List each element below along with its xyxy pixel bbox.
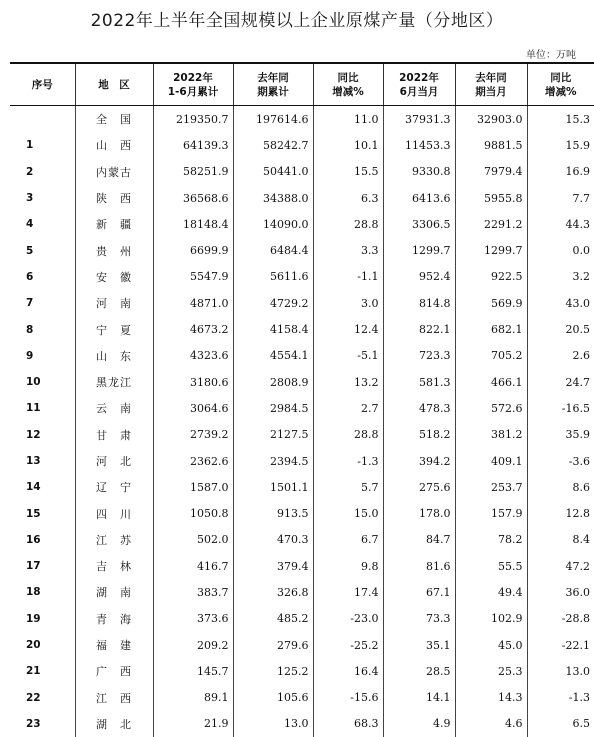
cell-index: 3 bbox=[10, 185, 75, 211]
cell-ytd-2022: 502.0 bbox=[153, 527, 233, 553]
cell-ytd-2022: 89.1 bbox=[153, 685, 233, 711]
cell-ytd-prev: 485.2 bbox=[233, 606, 313, 632]
header-ytd-2022-line2: 1-6月累计 bbox=[156, 85, 231, 99]
cell-month-2022: 67.1 bbox=[383, 579, 455, 605]
cell-month-change: 7.7 bbox=[527, 185, 594, 211]
cell-month-change: 24.7 bbox=[527, 369, 594, 395]
cell-ytd-2022: 3180.6 bbox=[153, 369, 233, 395]
page-title: 2022年上半年全国规模以上企业原煤产量（分地区） bbox=[0, 6, 594, 31]
header-month-2022-line1: 2022年 bbox=[386, 71, 453, 85]
cell-ytd-change: 6.7 bbox=[313, 527, 383, 553]
cell-month-prev: 572.6 bbox=[455, 395, 527, 421]
cell-month-2022: 723.3 bbox=[383, 343, 455, 369]
cell-ytd-change: 16.4 bbox=[313, 658, 383, 684]
cell-region: 贵 州 bbox=[75, 237, 153, 263]
cell-ytd-change: 15.0 bbox=[313, 500, 383, 526]
header-month-prev-line1: 去年同 bbox=[458, 71, 525, 85]
cell-month-prev: 14.3 bbox=[455, 685, 527, 711]
cell-region: 陕 西 bbox=[75, 185, 153, 211]
header-month-change-line2: 增减% bbox=[530, 85, 593, 99]
cell-ytd-change: 28.8 bbox=[313, 422, 383, 448]
cell-month-2022: 14.1 bbox=[383, 685, 455, 711]
cell-month-2022: 394.2 bbox=[383, 448, 455, 474]
table-body bbox=[10, 106, 594, 737]
cell-month-2022: 4.9 bbox=[383, 711, 455, 737]
cell-index bbox=[10, 106, 75, 133]
cell-ytd-change: 12.4 bbox=[313, 316, 383, 342]
cell-ytd-change: 5.7 bbox=[313, 474, 383, 500]
cell-region: 宁 夏 bbox=[75, 316, 153, 342]
cell-region: 甘 肃 bbox=[75, 422, 153, 448]
cell-month-change: -22.1 bbox=[527, 632, 594, 658]
unit-label: 单位：万吨 bbox=[526, 46, 576, 61]
header-ytd-change bbox=[313, 63, 383, 106]
header-month-2022-line2: 6月当月 bbox=[386, 85, 453, 99]
cell-month-2022: 11453.3 bbox=[383, 132, 455, 158]
header-region bbox=[75, 63, 153, 106]
cell-ytd-prev: 5611.6 bbox=[233, 264, 313, 290]
cell-region: 山 西 bbox=[75, 132, 153, 158]
header-ytd-2022-line1: 2022年 bbox=[156, 71, 231, 85]
cell-ytd-2022: 6699.9 bbox=[153, 237, 233, 263]
cell-region: 福 建 bbox=[75, 632, 153, 658]
table-row bbox=[10, 474, 594, 500]
cell-ytd-2022: 58251.9 bbox=[153, 159, 233, 185]
cell-month-2022: 81.6 bbox=[383, 553, 455, 579]
cell-ytd-change: -25.2 bbox=[313, 632, 383, 658]
cell-month-2022: 814.8 bbox=[383, 290, 455, 316]
cell-ytd-prev: 105.6 bbox=[233, 685, 313, 711]
cell-month-change: 43.0 bbox=[527, 290, 594, 316]
cell-index: 1 bbox=[10, 132, 75, 158]
cell-month-prev: 7979.4 bbox=[455, 159, 527, 185]
table-row bbox=[10, 448, 594, 474]
cell-month-prev: 102.9 bbox=[455, 606, 527, 632]
table-row bbox=[10, 500, 594, 526]
cell-ytd-prev: 125.2 bbox=[233, 658, 313, 684]
cell-index: 4 bbox=[10, 211, 75, 237]
cell-month-prev: 55.5 bbox=[455, 553, 527, 579]
cell-month-prev: 45.0 bbox=[455, 632, 527, 658]
cell-ytd-change: 11.0 bbox=[313, 106, 383, 133]
table-row bbox=[10, 106, 594, 133]
cell-ytd-2022: 5547.9 bbox=[153, 264, 233, 290]
cell-index: 9 bbox=[10, 343, 75, 369]
cell-month-prev: 381.2 bbox=[455, 422, 527, 448]
coal-production-table bbox=[10, 62, 594, 737]
cell-month-change: -28.8 bbox=[527, 606, 594, 632]
cell-index: 6 bbox=[10, 264, 75, 290]
cell-month-prev: 4.6 bbox=[455, 711, 527, 737]
cell-month-prev: 253.7 bbox=[455, 474, 527, 500]
cell-region: 辽 宁 bbox=[75, 474, 153, 500]
cell-ytd-prev: 913.5 bbox=[233, 500, 313, 526]
cell-region: 青 海 bbox=[75, 606, 153, 632]
cell-month-2022: 952.4 bbox=[383, 264, 455, 290]
cell-month-change: 3.2 bbox=[527, 264, 594, 290]
cell-month-2022: 6413.6 bbox=[383, 185, 455, 211]
cell-month-change: 15.3 bbox=[527, 106, 594, 133]
cell-ytd-prev: 13.0 bbox=[233, 711, 313, 737]
header-index-line1: 序号 bbox=[12, 78, 73, 92]
table-row bbox=[10, 579, 594, 605]
cell-month-2022: 275.6 bbox=[383, 474, 455, 500]
cell-index: 20 bbox=[10, 632, 75, 658]
cell-ytd-change: -5.1 bbox=[313, 343, 383, 369]
header-ytd-prev-line1: 去年同 bbox=[236, 71, 311, 85]
header-ytd-prev bbox=[233, 63, 313, 106]
cell-month-change: 12.8 bbox=[527, 500, 594, 526]
cell-region: 江 西 bbox=[75, 685, 153, 711]
cell-ytd-change: 15.5 bbox=[313, 159, 383, 185]
table-row bbox=[10, 211, 594, 237]
header-index bbox=[10, 63, 75, 106]
cell-month-prev: 5955.8 bbox=[455, 185, 527, 211]
cell-ytd-change: 10.1 bbox=[313, 132, 383, 158]
cell-month-prev: 409.1 bbox=[455, 448, 527, 474]
cell-ytd-2022: 1050.8 bbox=[153, 500, 233, 526]
table-row bbox=[10, 527, 594, 553]
table-row bbox=[10, 685, 594, 711]
cell-month-prev: 32903.0 bbox=[455, 106, 527, 133]
cell-month-2022: 178.0 bbox=[383, 500, 455, 526]
cell-month-change: -3.6 bbox=[527, 448, 594, 474]
table-row bbox=[10, 290, 594, 316]
table-row bbox=[10, 632, 594, 658]
header-ytd-prev-line2: 期累计 bbox=[236, 85, 311, 99]
table-row bbox=[10, 711, 594, 737]
cell-month-change: 44.3 bbox=[527, 211, 594, 237]
cell-ytd-prev: 279.6 bbox=[233, 632, 313, 658]
cell-month-change: 2.6 bbox=[527, 343, 594, 369]
cell-ytd-2022: 416.7 bbox=[153, 553, 233, 579]
cell-region: 黑龙江 bbox=[75, 369, 153, 395]
cell-index: 21 bbox=[10, 658, 75, 684]
cell-month-change: 15.9 bbox=[527, 132, 594, 158]
cell-ytd-change: 9.8 bbox=[313, 553, 383, 579]
cell-month-2022: 1299.7 bbox=[383, 237, 455, 263]
table-row bbox=[10, 422, 594, 448]
cell-month-prev: 466.1 bbox=[455, 369, 527, 395]
cell-region: 云 南 bbox=[75, 395, 153, 421]
cell-region: 内蒙古 bbox=[75, 159, 153, 185]
cell-ytd-prev: 379.4 bbox=[233, 553, 313, 579]
cell-ytd-prev: 50441.0 bbox=[233, 159, 313, 185]
cell-ytd-2022: 4871.0 bbox=[153, 290, 233, 316]
cell-ytd-change: 2.7 bbox=[313, 395, 383, 421]
cell-month-prev: 25.3 bbox=[455, 658, 527, 684]
header-ytd-change-line1: 同比 bbox=[316, 71, 381, 85]
cell-month-change: 47.2 bbox=[527, 553, 594, 579]
cell-month-2022: 35.1 bbox=[383, 632, 455, 658]
cell-ytd-2022: 36568.6 bbox=[153, 185, 233, 211]
cell-ytd-2022: 1587.0 bbox=[153, 474, 233, 500]
cell-ytd-2022: 64139.3 bbox=[153, 132, 233, 158]
cell-ytd-2022: 209.2 bbox=[153, 632, 233, 658]
cell-month-change: 8.6 bbox=[527, 474, 594, 500]
cell-month-2022: 84.7 bbox=[383, 527, 455, 553]
cell-ytd-prev: 2808.9 bbox=[233, 369, 313, 395]
header-ytd-change-line2: 增减% bbox=[316, 85, 381, 99]
cell-region: 安 徽 bbox=[75, 264, 153, 290]
cell-region: 河 北 bbox=[75, 448, 153, 474]
cell-ytd-prev: 1501.1 bbox=[233, 474, 313, 500]
cell-ytd-2022: 4673.2 bbox=[153, 316, 233, 342]
header-region-line1: 地 区 bbox=[78, 78, 151, 92]
cell-region: 全 国 bbox=[75, 106, 153, 133]
cell-month-2022: 518.2 bbox=[383, 422, 455, 448]
cell-region: 山 东 bbox=[75, 343, 153, 369]
header-ytd-2022 bbox=[153, 63, 233, 106]
cell-ytd-prev: 326.8 bbox=[233, 579, 313, 605]
cell-index: 13 bbox=[10, 448, 75, 474]
cell-index: 22 bbox=[10, 685, 75, 711]
cell-ytd-change: -1.1 bbox=[313, 264, 383, 290]
table-row bbox=[10, 553, 594, 579]
cell-region: 新 疆 bbox=[75, 211, 153, 237]
header-month-2022 bbox=[383, 63, 455, 106]
cell-region: 湖 南 bbox=[75, 579, 153, 605]
cell-month-prev: 1299.7 bbox=[455, 237, 527, 263]
cell-month-prev: 682.1 bbox=[455, 316, 527, 342]
cell-index: 17 bbox=[10, 553, 75, 579]
cell-ytd-prev: 470.3 bbox=[233, 527, 313, 553]
cell-ytd-change: 6.3 bbox=[313, 185, 383, 211]
cell-month-change: -1.3 bbox=[527, 685, 594, 711]
table-row bbox=[10, 316, 594, 342]
cell-ytd-2022: 4323.6 bbox=[153, 343, 233, 369]
table-row bbox=[10, 159, 594, 185]
cell-region: 河 南 bbox=[75, 290, 153, 316]
cell-index: 18 bbox=[10, 579, 75, 605]
cell-index: 15 bbox=[10, 500, 75, 526]
cell-ytd-change: 3.3 bbox=[313, 237, 383, 263]
cell-region: 湖 北 bbox=[75, 711, 153, 737]
cell-month-change: 0.0 bbox=[527, 237, 594, 263]
cell-index: 10 bbox=[10, 369, 75, 395]
cell-month-change: -16.5 bbox=[527, 395, 594, 421]
cell-month-change: 6.5 bbox=[527, 711, 594, 737]
cell-month-change: 20.5 bbox=[527, 316, 594, 342]
cell-ytd-change: 68.3 bbox=[313, 711, 383, 737]
cell-ytd-prev: 6484.4 bbox=[233, 237, 313, 263]
cell-index: 23 bbox=[10, 711, 75, 737]
cell-month-2022: 478.3 bbox=[383, 395, 455, 421]
cell-index: 2 bbox=[10, 159, 75, 185]
table-row bbox=[10, 658, 594, 684]
cell-ytd-prev: 34388.0 bbox=[233, 185, 313, 211]
cell-month-change: 13.0 bbox=[527, 658, 594, 684]
cell-ytd-change: 28.8 bbox=[313, 211, 383, 237]
cell-month-change: 16.9 bbox=[527, 159, 594, 185]
cell-ytd-prev: 2394.5 bbox=[233, 448, 313, 474]
table-row bbox=[10, 264, 594, 290]
cell-month-2022: 581.3 bbox=[383, 369, 455, 395]
table-row bbox=[10, 185, 594, 211]
cell-month-prev: 78.2 bbox=[455, 527, 527, 553]
cell-month-prev: 49.4 bbox=[455, 579, 527, 605]
cell-index: 8 bbox=[10, 316, 75, 342]
cell-ytd-change: 13.2 bbox=[313, 369, 383, 395]
cell-ytd-2022: 2362.6 bbox=[153, 448, 233, 474]
cell-month-prev: 569.9 bbox=[455, 290, 527, 316]
cell-index: 16 bbox=[10, 527, 75, 553]
cell-index: 14 bbox=[10, 474, 75, 500]
cell-ytd-2022: 373.6 bbox=[153, 606, 233, 632]
cell-month-2022: 9330.8 bbox=[383, 159, 455, 185]
table-row bbox=[10, 395, 594, 421]
header-month-prev-line2: 期当月 bbox=[458, 85, 525, 99]
header-month-change-line1: 同比 bbox=[530, 71, 593, 85]
cell-index: 19 bbox=[10, 606, 75, 632]
cell-ytd-2022: 21.9 bbox=[153, 711, 233, 737]
cell-ytd-2022: 2739.2 bbox=[153, 422, 233, 448]
cell-month-prev: 922.5 bbox=[455, 264, 527, 290]
cell-ytd-prev: 197614.6 bbox=[233, 106, 313, 133]
cell-ytd-2022: 18148.4 bbox=[153, 211, 233, 237]
cell-month-prev: 9881.5 bbox=[455, 132, 527, 158]
cell-ytd-prev: 4729.2 bbox=[233, 290, 313, 316]
cell-region: 广 西 bbox=[75, 658, 153, 684]
cell-month-2022: 37931.3 bbox=[383, 106, 455, 133]
table-header-row bbox=[10, 63, 594, 106]
cell-ytd-change: 17.4 bbox=[313, 579, 383, 605]
cell-month-2022: 3306.5 bbox=[383, 211, 455, 237]
cell-index: 5 bbox=[10, 237, 75, 263]
header-month-change bbox=[527, 63, 594, 106]
table-row bbox=[10, 132, 594, 158]
cell-month-prev: 157.9 bbox=[455, 500, 527, 526]
cell-ytd-2022: 219350.7 bbox=[153, 106, 233, 133]
cell-ytd-prev: 58242.7 bbox=[233, 132, 313, 158]
cell-region: 江 苏 bbox=[75, 527, 153, 553]
cell-month-2022: 28.5 bbox=[383, 658, 455, 684]
cell-ytd-prev: 4554.1 bbox=[233, 343, 313, 369]
cell-ytd-prev: 14090.0 bbox=[233, 211, 313, 237]
cell-ytd-2022: 145.7 bbox=[153, 658, 233, 684]
cell-ytd-change: -1.3 bbox=[313, 448, 383, 474]
cell-ytd-change: 3.0 bbox=[313, 290, 383, 316]
cell-region: 吉 林 bbox=[75, 553, 153, 579]
cell-month-2022: 822.1 bbox=[383, 316, 455, 342]
cell-ytd-prev: 4158.4 bbox=[233, 316, 313, 342]
cell-index: 12 bbox=[10, 422, 75, 448]
cell-region: 四 川 bbox=[75, 500, 153, 526]
table-row bbox=[10, 369, 594, 395]
cell-ytd-2022: 383.7 bbox=[153, 579, 233, 605]
cell-ytd-2022: 3064.6 bbox=[153, 395, 233, 421]
table-row bbox=[10, 237, 594, 263]
cell-month-prev: 2291.2 bbox=[455, 211, 527, 237]
cell-month-change: 8.4 bbox=[527, 527, 594, 553]
cell-month-change: 36.0 bbox=[527, 579, 594, 605]
cell-index: 7 bbox=[10, 290, 75, 316]
table-row bbox=[10, 343, 594, 369]
header-month-prev bbox=[455, 63, 527, 106]
cell-month-prev: 705.2 bbox=[455, 343, 527, 369]
cell-ytd-prev: 2127.5 bbox=[233, 422, 313, 448]
cell-month-2022: 73.3 bbox=[383, 606, 455, 632]
table-row bbox=[10, 606, 594, 632]
cell-month-change: 35.9 bbox=[527, 422, 594, 448]
cell-ytd-change: -23.0 bbox=[313, 606, 383, 632]
cell-ytd-change: -15.6 bbox=[313, 685, 383, 711]
cell-ytd-prev: 2984.5 bbox=[233, 395, 313, 421]
cell-index: 11 bbox=[10, 395, 75, 421]
